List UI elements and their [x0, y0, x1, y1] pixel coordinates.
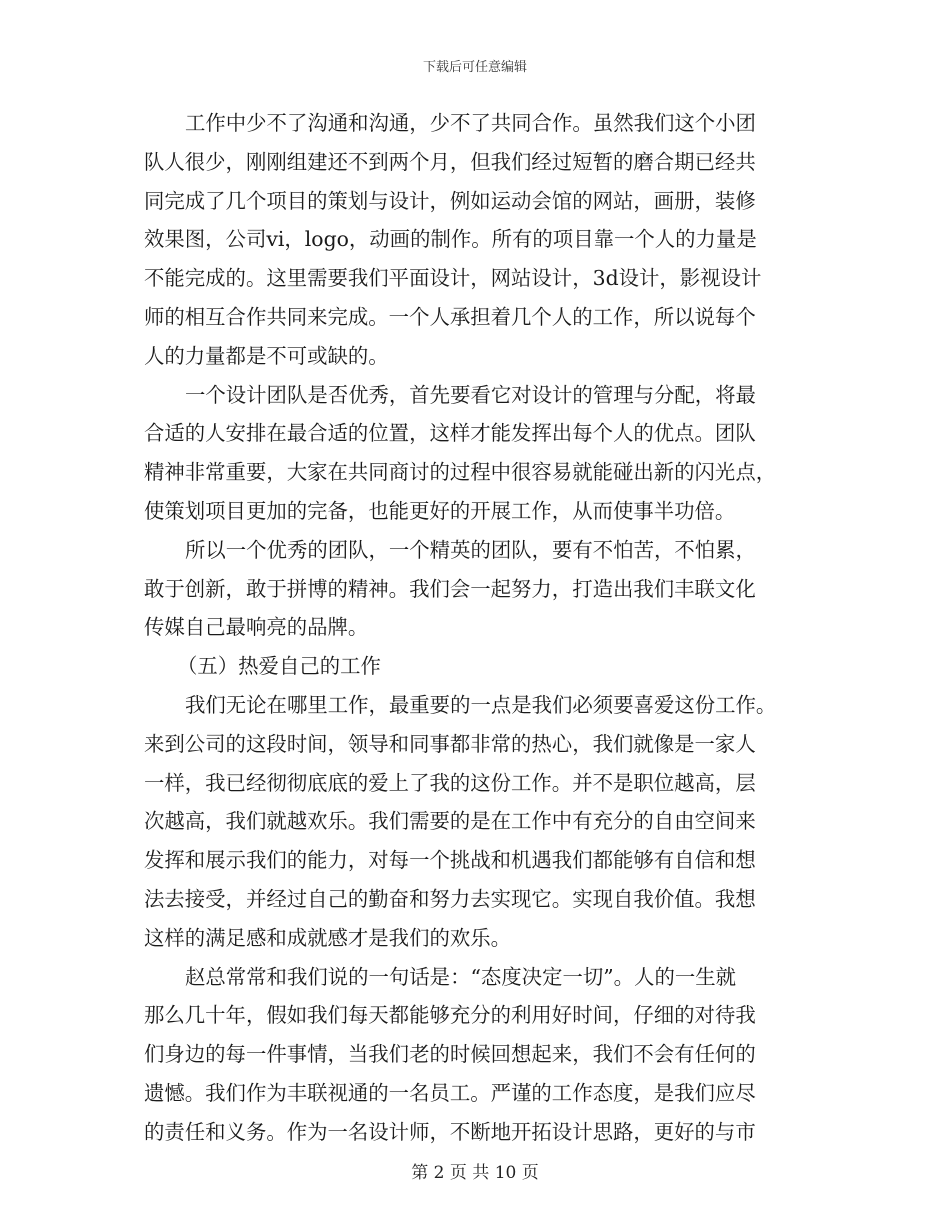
text-line: 合适的人安排在最合适的位置，这样才能发挥出每个人的优点。团队 [144, 421, 756, 446]
text-line: 发挥和展示我们的能力，对每一个挑战和机遇我们都能够有自信和想 [144, 848, 756, 873]
text-line: 这样的满足感和成就感才是我们的欢乐。 [144, 925, 512, 950]
page-footer: 第 2 页 共 10 页 [411, 1163, 539, 1183]
text-line: 敢于创新，敢于拼博的精神。我们会一起努力，打造出我们丰联文化 [144, 576, 756, 601]
text-line: 精神非常重要，大家在共同商讨的过程中很容易就能碰出新的闪光点， [144, 460, 777, 485]
text-line: 使策划项目更加的完备，也能更好的开展工作，从而使事半功倍。 [144, 498, 736, 523]
text-line: 传媒自己最响亮的品牌。 [144, 615, 369, 640]
text-line: 一个设计团队是否优秀，首先要看它对设计的管理与分配，将最 [185, 382, 756, 407]
text-line: 人的力量都是不可或缺的。 [144, 343, 389, 368]
document-body [144, 104, 804, 1152]
text-line: 不能完成的。这里需要我们平面设计，网站设计，3d设计，影视设计 [144, 266, 762, 291]
text-line: 那么几十年，假如我们每天都能够充分的利用好时间，仔细的对待我 [144, 1003, 756, 1028]
text-line: 队人很少，刚刚组建还不到两个月，但我们经过短暂的磨合期已经共 [144, 149, 756, 174]
text-line: 赵总常常和我们说的一句话是：“态度决定一切”。人的一生就 [185, 964, 737, 989]
text-line: 所以一个优秀的团队，一个精英的团队，要有不怕苦，不怕累， [185, 537, 756, 562]
page-header: 下载后可任意编辑 [422, 60, 527, 75]
text-line: 一样，我已经彻彻底底的爱上了我的这份工作。并不是职位越高，层 [144, 770, 756, 795]
text-line: 我们无论在哪里工作，最重要的一点是我们必须要喜爱这份工作。 [185, 692, 777, 717]
text-line: 工作中少不了沟通和沟通，少不了共同合作。虽然我们这个小团 [185, 111, 756, 135]
text-line: 们身边的每一件事情，当我们老的时候回想起来，我们不会有任何的 [144, 1042, 756, 1067]
text-line: 次越高，我们就越欢乐。我们需要的是在工作中有充分的自由空间来 [144, 809, 756, 834]
section-heading: （五）热爱自己的工作 [177, 654, 381, 679]
text-line: 师的相互合作共同来完成。一个人承担着几个人的工作，所以说每个 [144, 304, 756, 329]
text-line: 同完成了几个项目的策划与设计，例如运动会馆的网站，画册，装修 [144, 188, 756, 213]
text-line: 法去接受，并经过自己的勤奋和努力去实现它。实现自我价值。我想 [144, 886, 756, 911]
text-line: 效果图，公司vi，logo，动画的制作。所有的项目靠一个人的力量是 [144, 227, 757, 252]
text-line: 来到公司的这段时间，领导和同事都非常的热心，我们就像是一家人 [144, 731, 756, 756]
text-line: 的责任和义务。作为一名设计师，不断地开拓设计思路，更好的与市 [144, 1119, 756, 1144]
text-line: 遗憾。我们作为丰联视通的一名员工。严谨的工作态度，是我们应尽 [144, 1080, 756, 1105]
